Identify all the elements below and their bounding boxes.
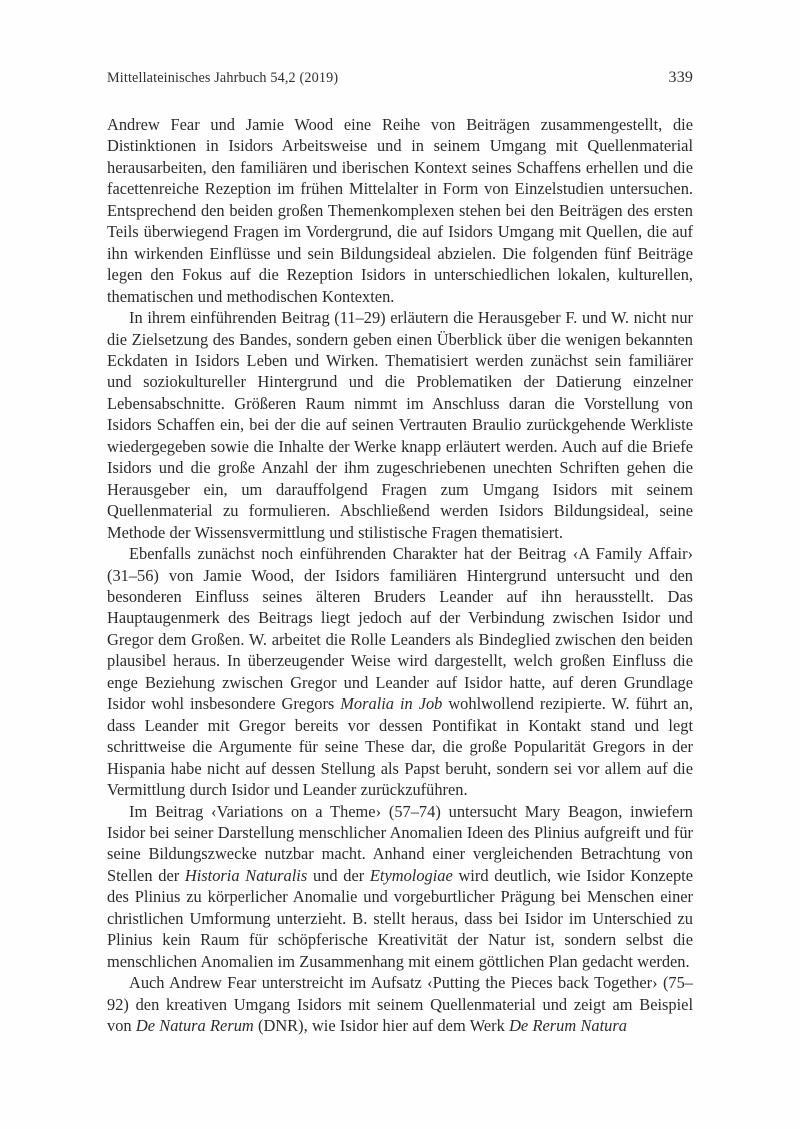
work-title: De Rerum Natura <box>509 1016 627 1036</box>
work-title: Historia Naturalis <box>184 865 308 885</box>
journal-title: Mittellateinisches Jahrbuch 54,2 (2019) <box>107 70 339 86</box>
paragraph: In ihrem einführenden Beitrag (11–29) erläutern die Herausgeber F. und W. nicht nur die Zielsetzung des Bandes, sondern geben einen Überblick über die wenigen bekannten Eckdaten in Isidors Leben und Wirken. Thematisiert werden zunächst sein familiärer und soziokultureller Hintergrund und die Problematiken der Datierung einzelner Lebensabschnitte. Größeren Raum nimmt im Anschluss daran die Vorstellung von Isidors Schaffen ein, bei der die auf seinen Vertrauten Braulio zurückgehende Werkliste wiedergegeben sowie die Inhalte der Werke knapp erläutert werden. Auch auf die Briefe Isidors und die große Anzahl der ihm zugeschriebenen unechten Schriften gehen die Herausgeber ein, um darauffolgend Fragen zum Umgang Isidors mit seinem Quellenmaterial zu formulieren. Abschließend werden Isidors Bildungsideal, seine Methode der Wissensvermittlung und stilistische Fragen thematisiert. <box>107 308 693 542</box>
paragraph: Im Beitrag ‹Variations on a Theme› (57–74) untersucht Mary Beagon, inwiefern Isidor bei seiner Darstellung menschlicher Anomalien Ideen des Plinius aufgreift und für seine Bildungszwecke nutzbar macht. Anhand einer vergleichenden Betrachtung von Stellen der Historia Naturalis und der Etymologiae wird deutlich, wie Isidor Konzepte des Plinius zu körperlicher Anomalie und vorgeburtlicher Prägung bei Menschen einer christlichen Umformung unterzieht. B. stellt heraus, dass bei Isidor im Unterschied zu Plinius kein Raum für schöpferische Kreativität der Natur ist, sondern selbst die menschlichen Anomalien im Zusammenhang mit einem göttlichen Plan gedacht werden. <box>107 801 694 971</box>
body-text <box>107 114 693 1036</box>
page-number: 339 <box>668 69 693 86</box>
work-title: Moralia in Job <box>340 694 443 714</box>
work-title: De Natura Rerum <box>135 1016 254 1036</box>
work-title: Etymologiae <box>369 865 453 885</box>
paragraph: Ebenfalls zunächst noch einführenden Charakter hat der Beitrag ‹A Family Affair› (31–56) von Jamie Wood, der Isidors familiären Hintergrund untersucht und den besonderen Einfluss seines älteren Bruders Leander auf ihn herausstellt. Das Hauptaugenmerk des Beitrags liegt jedoch auf der Verbindung zwischen Isidor und Gregor dem Großen. W. arbeitet die Rolle Leanders als Bindeglied zwischen den beiden plausibel heraus. In überzeugender Weise wird dargestellt, welch großen Einfluss die enge Beziehung zwischen Gregor und Leander auf Isidor hatte, auf deren Grundlage Isidor wohl insbesondere Gregors Moralia in Job wohlwollend rezipierte. W. führt an, dass Leander mit Gregor bereits vor dessen Pontifikat in Kontakt stand und legt schrittweise die Argumente für seine These dar, die große Popularität Gregors in der Hispania habe nicht auf dessen Stellung als Papst beruht, sondern sei vor allem auf die Vermittlung durch Isidor und Leander zurückzuführen. <box>107 544 693 800</box>
running-head <box>107 69 693 87</box>
paragraph: Andrew Fear und Jamie Wood eine Reihe von Beiträgen zusammengestellt, die Distinktionen in Isidors Arbeitsweise und in seinem Umgang mit Quellenmaterial herausarbeiten, den familiären und iberischen Kontext seines Schaffens erhellen und die facettenreiche Rezeption im frühen Mittelalter in Form von Einzelstudien untersuchen. Entsprechend den beiden großen Themenkomplexen stehen bei den Beiträgen des ersten Teils überwiegend Fragen im Vordergrund, die auf Isidors Umgang mit Quellen, die auf ihn wirkenden Einflüsse und sein Bildungsideal abzielen. Die folgenden fünf Beiträge legen den Fokus auf die Rezeption Isidors in unterschiedlichen lokalen, kulturellen, thematischen und methodischen Kontexten. <box>107 115 693 306</box>
paragraph: Auch Andrew Fear unterstreicht im Aufsatz ‹Putting the Pieces back Together› (75–92) den kreativen Umgang Isidors mit seinem Quellenmaterial und zeigt am Beispiel von De Natura Rerum (DNR), wie Isidor hier auf dem Werk De Rerum Natura <box>107 973 693 1036</box>
